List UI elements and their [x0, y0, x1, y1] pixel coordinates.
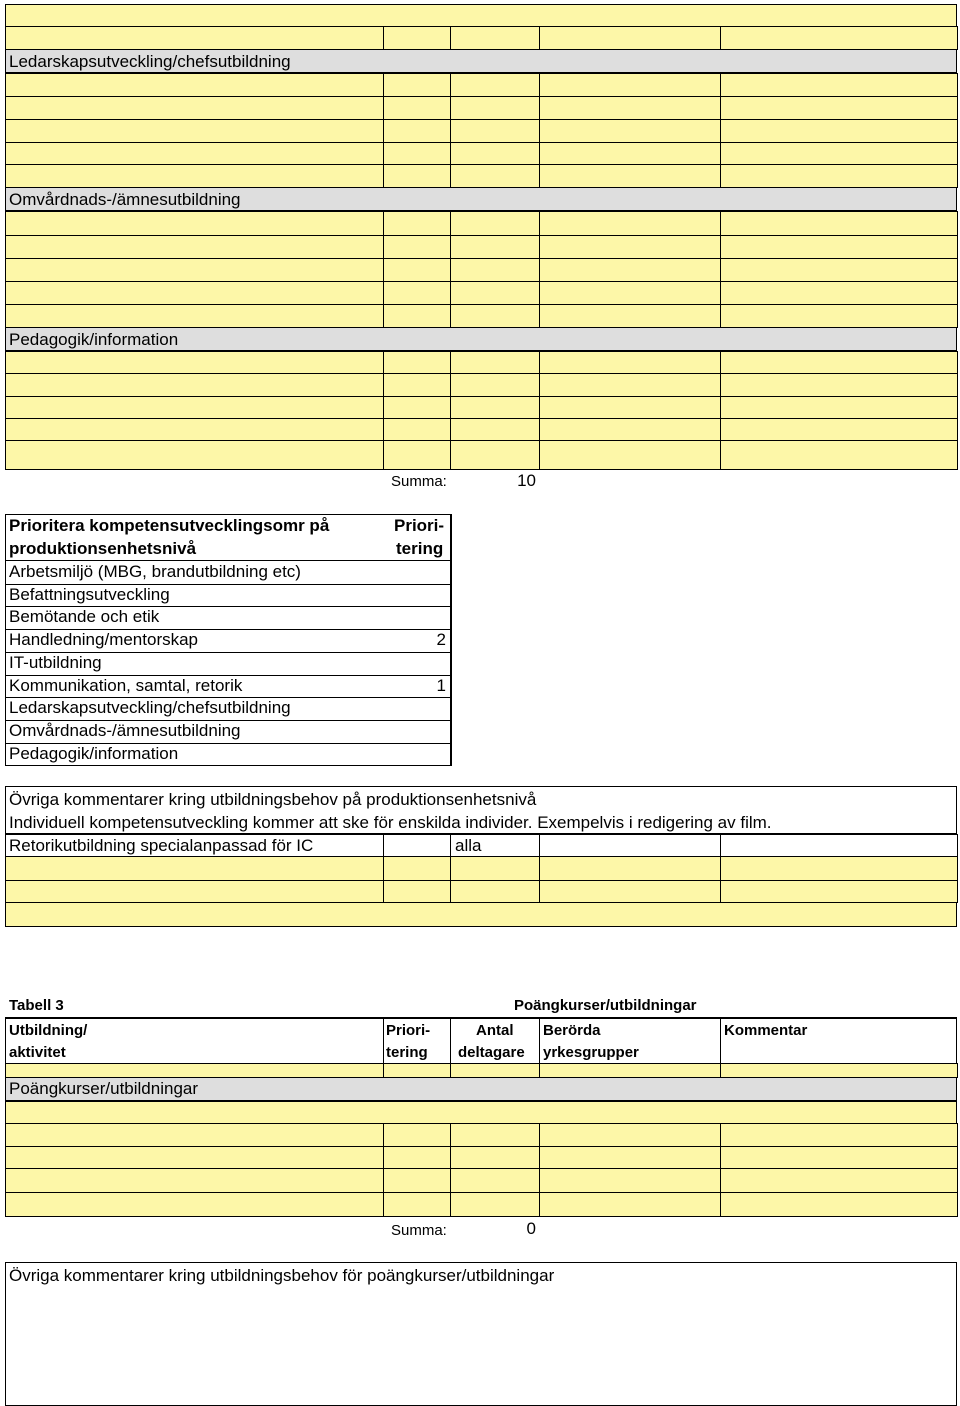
prio-item-label: Bemötande och etik — [9, 607, 160, 627]
table1-row-cell[interactable] — [720, 235, 958, 259]
table1-row-cell[interactable] — [720, 396, 958, 419]
table1-row-cell[interactable] — [720, 142, 958, 165]
table3-title: Poängkurser/utbildningar — [514, 997, 697, 1014]
table3-row-cell[interactable] — [539, 1063, 721, 1078]
comments1-row-cell[interactable] — [720, 834, 958, 857]
table1-row-cell[interactable] — [450, 164, 540, 188]
table1-row-cell[interactable] — [450, 142, 540, 165]
table3-row-cell[interactable] — [720, 1123, 958, 1147]
table3-row-cell[interactable] — [383, 1146, 451, 1169]
table1-row-cell[interactable] — [450, 440, 540, 470]
comments1-row-cell[interactable] — [450, 856, 540, 881]
prio-col-header-line1: Priori- — [394, 516, 445, 535]
table1-row-cell[interactable] — [720, 281, 958, 305]
table1-row-cell[interactable] — [720, 164, 958, 188]
table1-row-cell[interactable] — [539, 119, 721, 143]
table1-row-cell[interactable] — [720, 418, 958, 441]
table1-row-cell[interactable] — [450, 418, 540, 441]
prio-header-line1: Prioritera kompetensutvecklingsomr på — [9, 516, 330, 535]
table3-row-cell[interactable] — [539, 1146, 721, 1169]
table1-row-cell[interactable] — [5, 235, 384, 259]
table1-row-cell[interactable] — [5, 211, 384, 236]
comments1-row-cell[interactable] — [5, 856, 384, 881]
table1-row-cell[interactable] — [383, 440, 451, 470]
comments1-row-cell[interactable] — [5, 880, 384, 903]
table3-row-cell[interactable] — [383, 1192, 451, 1217]
table1-row-cell[interactable] — [5, 26, 384, 50]
prio-item-label: Pedagogik/information — [9, 743, 179, 763]
table1-row-cell[interactable] — [383, 258, 451, 282]
table3-row-cell[interactable] — [539, 1192, 721, 1217]
table1-row-cell[interactable] — [5, 119, 384, 143]
table3-row-cell[interactable] — [450, 1123, 540, 1147]
table1-row-cell[interactable] — [5, 142, 384, 165]
t3-section-label: Poängkurser/utbildningar — [9, 1079, 199, 1098]
table1-row-cell[interactable] — [383, 164, 451, 188]
t3-col2-l2: tering — [386, 1044, 428, 1061]
table1-row-cell[interactable] — [383, 304, 451, 328]
table1-row-cell[interactable] — [383, 281, 451, 305]
table3-row-cell[interactable] — [720, 1192, 958, 1217]
table3-row-cell[interactable] — [450, 1063, 540, 1078]
table3-row[interactable] — [5, 1101, 957, 1124]
table1-row-cell[interactable] — [450, 304, 540, 328]
table1-row-cell[interactable] — [5, 418, 384, 441]
comments1-row[interactable] — [5, 902, 957, 927]
table1-row-cell[interactable] — [383, 235, 451, 259]
comments2-title: Övriga kommentarer kring utbildningsbehov för poängkurser/utbildningar — [9, 1266, 555, 1285]
table1-row-cell[interactable] — [539, 418, 721, 441]
table1-row-cell[interactable] — [383, 396, 451, 419]
table1-row-cell[interactable] — [720, 26, 958, 50]
table1-row-cell[interactable] — [450, 351, 540, 374]
comments1-row-cell[interactable] — [720, 856, 958, 881]
table1-row-cell[interactable] — [450, 258, 540, 282]
comments1-row-cell[interactable] — [539, 834, 721, 857]
comments1-row-cell[interactable] — [383, 856, 451, 881]
table1-row-cell[interactable] — [720, 119, 958, 143]
table1-row-cell[interactable] — [720, 258, 958, 282]
table3-row-cell[interactable] — [383, 1168, 451, 1193]
table1-row-cell[interactable] — [450, 396, 540, 419]
prio-item-value[interactable]: 2 — [436, 630, 446, 650]
table1-row-cell[interactable] — [720, 440, 958, 470]
prio-col-header-line2: tering — [396, 539, 444, 558]
table1-row-cell[interactable] — [383, 96, 451, 120]
table3-row-cell[interactable] — [5, 1168, 384, 1193]
prio-item-label: Kommunikation, samtal, retorik — [9, 675, 243, 695]
table3-row-cell[interactable] — [450, 1168, 540, 1193]
table1-row-cell[interactable] — [720, 73, 958, 97]
t3-col4-l2: yrkesgrupper — [543, 1044, 639, 1061]
table1-row-cell[interactable] — [450, 281, 540, 305]
table1-row-cell[interactable] — [5, 96, 384, 120]
table1-row-cell[interactable] — [539, 304, 721, 328]
table1-row-cell[interactable] — [720, 211, 958, 236]
table1-row-cell[interactable] — [539, 73, 721, 97]
t3-col1-l1: Utbildning/ — [9, 1022, 88, 1039]
table1-row-cell[interactable] — [539, 351, 721, 374]
comments1-row-cell[interactable] — [720, 880, 958, 903]
t3-col3-l2: deltagare — [458, 1044, 525, 1061]
comments1-title: Övriga kommentarer kring utbildningsbehov på produktionsenhetsnivå — [9, 790, 537, 809]
table3-row-cell[interactable] — [450, 1192, 540, 1217]
summa-value: 10 — [517, 471, 536, 490]
section-label-omvardnad: Omvårdnads-/ämnesutbildning — [9, 190, 241, 209]
table3-row-cell[interactable] — [539, 1168, 721, 1193]
table1-row-cell[interactable] — [5, 73, 384, 97]
table3-row-cell[interactable] — [5, 1146, 384, 1169]
section-label-pedagogik: Pedagogik/information — [9, 330, 179, 349]
comments1-line1: Individuell kompetensutveckling kommer att ske för enskilda individer. Exempelvis i redigering av film. — [9, 813, 772, 832]
table1-row-cell[interactable] — [383, 373, 451, 397]
table1-row-cell[interactable] — [539, 164, 721, 188]
prio-item-label: Handledning/mentorskap — [9, 630, 199, 650]
t3-summa-label: Summa: — [391, 1222, 447, 1239]
comments1-line2-col1: Retorikutbildning specialanpassad för IC — [9, 836, 314, 855]
prio-item-label: Ledarskapsutveckling/chefsutbildning — [9, 698, 291, 718]
table1-row-cell[interactable] — [383, 418, 451, 441]
comments1-row-cell[interactable] — [383, 880, 451, 903]
t3-col1-l2: aktivitet — [9, 1044, 66, 1061]
table1-row-cell[interactable] — [539, 26, 721, 50]
table3-row-cell[interactable] — [5, 1063, 384, 1078]
t3-summa-value: 0 — [526, 1219, 536, 1238]
table1-row-cell[interactable] — [539, 440, 721, 470]
table3-row-cell[interactable] — [720, 1146, 958, 1169]
comments1-line2-col2: alla — [455, 836, 482, 855]
prio-item-value[interactable]: 1 — [436, 675, 446, 695]
table3-row-cell[interactable] — [383, 1063, 451, 1078]
table1-row-cell[interactable] — [5, 258, 384, 282]
table1-row-cell[interactable] — [5, 396, 384, 419]
table1-row-cell[interactable] — [5, 164, 384, 188]
table3-row-cell[interactable] — [5, 1123, 384, 1147]
t3-col3-l1: Antal — [476, 1022, 514, 1039]
summa-label: Summa: — [391, 473, 447, 490]
table1-row-cell[interactable] — [539, 96, 721, 120]
prio-item-label: IT-utbildning — [9, 652, 102, 672]
prio-item-label: Omvårdnads-/ämnesutbildning — [9, 720, 241, 740]
table1-row-cell[interactable] — [5, 373, 384, 397]
table1-row-cell[interactable] — [450, 26, 540, 50]
table1-row-cell[interactable] — [383, 351, 451, 374]
table1-row-cell[interactable] — [539, 142, 721, 165]
table1-row-cell[interactable] — [720, 373, 958, 397]
table1-row-cell[interactable] — [539, 281, 721, 305]
table1-row-cell[interactable] — [720, 304, 958, 328]
table1-row-cell[interactable] — [539, 235, 721, 259]
table1-row-cell[interactable] — [450, 211, 540, 236]
table1-row-cell[interactable] — [450, 373, 540, 397]
table3-row-cell[interactable] — [5, 1192, 384, 1217]
table1-row-cell[interactable] — [5, 281, 384, 305]
table1-row-cell[interactable] — [450, 96, 540, 120]
prio-item-label: Arbetsmiljö (MBG, brandutbildning etc) — [9, 562, 301, 581]
table1-row-cell[interactable] — [5, 351, 384, 374]
prio-item-label: Befattningsutveckling — [9, 584, 170, 604]
comments1-row-cell[interactable] — [450, 880, 540, 903]
table1-row-cell[interactable] — [383, 211, 451, 236]
t3-col4-l1: Berörda — [543, 1022, 601, 1039]
table1-row-cell[interactable] — [383, 26, 451, 50]
table1-row-cell[interactable] — [539, 258, 721, 282]
table1-row-cell[interactable] — [539, 211, 721, 236]
table3-row-cell[interactable] — [450, 1146, 540, 1169]
table1-row-cell[interactable] — [383, 73, 451, 97]
section-label-ledarskap: Ledarskapsutveckling/chefsutbildning — [9, 52, 291, 71]
t3-col2-l1: Priori- — [386, 1022, 431, 1039]
table3-row-cell[interactable] — [383, 1123, 451, 1147]
table1-row-cell[interactable] — [383, 142, 451, 165]
table1-row-cell[interactable] — [450, 119, 540, 143]
table1-row-cell[interactable] — [539, 373, 721, 397]
table1-row-cell[interactable] — [5, 304, 384, 328]
table3-label: Tabell 3 — [9, 997, 64, 1014]
table1-row[interactable] — [5, 4, 957, 27]
table3-row-cell[interactable] — [539, 1123, 721, 1147]
table1-row-cell[interactable] — [720, 96, 958, 120]
comments1-row-cell[interactable] — [539, 880, 721, 903]
prio-header-line2: produktionsenhetsnivå — [9, 539, 197, 558]
table3-row-cell[interactable] — [720, 1063, 958, 1078]
table1-row-cell[interactable] — [450, 235, 540, 259]
table1-row-cell[interactable] — [539, 396, 721, 419]
table1-row-cell[interactable] — [383, 119, 451, 143]
table1-row-cell[interactable] — [450, 73, 540, 97]
comments1-row-cell[interactable] — [383, 834, 451, 857]
table1-row-cell[interactable] — [5, 440, 384, 470]
table1-row-cell[interactable] — [720, 351, 958, 374]
table3-row-cell[interactable] — [720, 1168, 958, 1193]
t3-col5: Kommentar — [724, 1022, 808, 1039]
comments1-row-cell[interactable] — [539, 856, 721, 881]
